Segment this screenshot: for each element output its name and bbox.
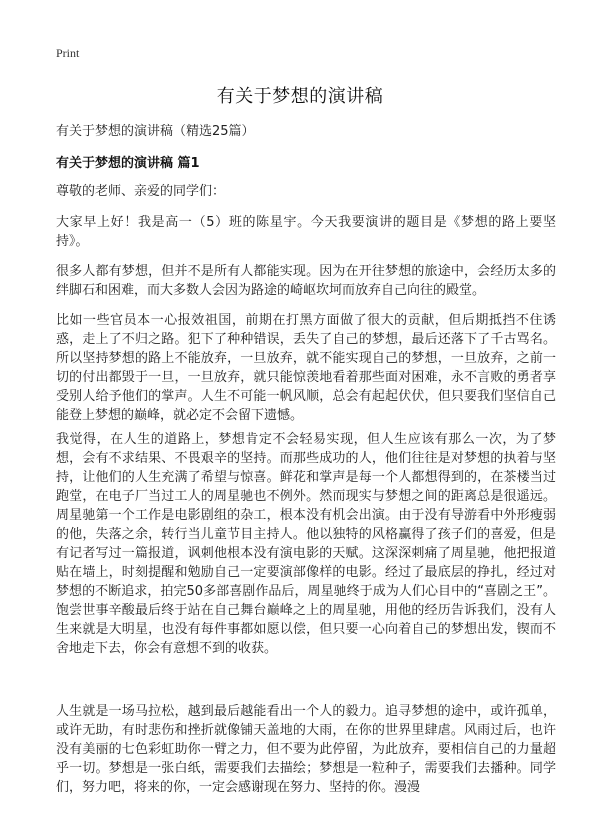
body-paragraph-1: 大家早上好！我是高一（5）班的陈星宇。今天我要演讲的题目是《梦想的路上要坚持》。	[56, 215, 556, 249]
section-heading: 有关于梦想的演讲稿 篇1	[56, 156, 200, 171]
greeting-paragraph: 尊敬的老师、亲爱的同学们：	[56, 184, 226, 199]
page-title: 有关于梦想的演讲稿	[216, 86, 384, 107]
body-paragraph-5: 人生就是一场马拉松，越到最后越能看出一个人的毅力。追寻梦想的途中，或许孤单，或许无助，有时悲伤和挫折就像铺天盖地的大雨，在你的世界里肆虐。风雨过后，也许没有美丽的七色彩虹助你一臂之力，但不要为此停留，为此放弃，要相信自己的力量超乎一切。梦想是一张白纸，需要我们去描绘；梦想是一粒种子，需要我们去播种。同学们，努力吧，将来的你，一定会感谢现在努力、坚持的你。漫漫	[56, 704, 556, 795]
document-subtitle: 有关于梦想的演讲稿（精选25篇）	[56, 124, 255, 139]
print-link[interactable]: Print	[56, 46, 80, 60]
body-paragraph-3: 比如一些官员本一心报效祖国，前期在打黑方面做了很大的贡献，但后期抵挡不住诱惑，走上了不归之路。犯下了种种错误，丢失了自己的梦想，最后还落下了千古骂名。所以坚持梦想的路上不能放弃，一旦放弃，就不能实现自己的梦想，一旦放弃，之前一切的付出都毁于一旦，一旦放弃，就只能惊羡地看着那些面对困难，永不言败的勇者享受别人给予他们的掌声。人生不可能一帆风顺，总会有起起伏伏，但只要我们坚信自己能登上梦想的巅峰，就必定不会留下遗憾。	[56, 313, 556, 423]
body-paragraph-2: 很多人都有梦想，但并不是所有人都能实现。因为在开往梦想的旅途中，会经历太多的绊脚石和困难，而大多数人会因为路途的崎岖坎坷而放弃自己向往的殿堂。	[56, 264, 556, 298]
body-paragraph-4: 我觉得，在人生的道路上，梦想肯定不会轻易实现，但人生应该有那么一次，为了梦想，会有不求结果、不畏艰辛的坚持。而那些成功的人，他们往往是对梦想的执着与坚持，让他们的人生充满了希望与惊喜。鲜花和掌声是每一个人都想得到的，在茶楼当过跑堂，在电子厂当过工人的周星驰也不例外。然而现实与梦想之间的距离总是很遥远。周星驰第一个工作是电影剧组的杂工，根本没有机会出演。由于没有导游看中外形瘦弱的他，失落之余，转行当儿童节目主持人。他以独特的风格赢得了孩子们的喜爱，但是有记者写过一篇报道，讽刺他根本没有演电影的天赋。这深深刺痛了周星驰，他把报道贴在墙上，时刻提醒和勉励自己一定要演部像样的电影。经过了最底层的挣扎，经过对梦想的不断追求，拍完50多部喜剧作品后，周星驰终于成为人们心目中的“喜剧之王”。饱尝世事辛酸最后终于站在自己舞台巅峰之上的周星驰，用他的经历告诉我们，没有人生来就是大明星，也没有每件事都如愿以偿，但只要一心向着自己的梦想出发，锲而不舍地走下去，你会有意想不到的收获。	[56, 432, 556, 656]
